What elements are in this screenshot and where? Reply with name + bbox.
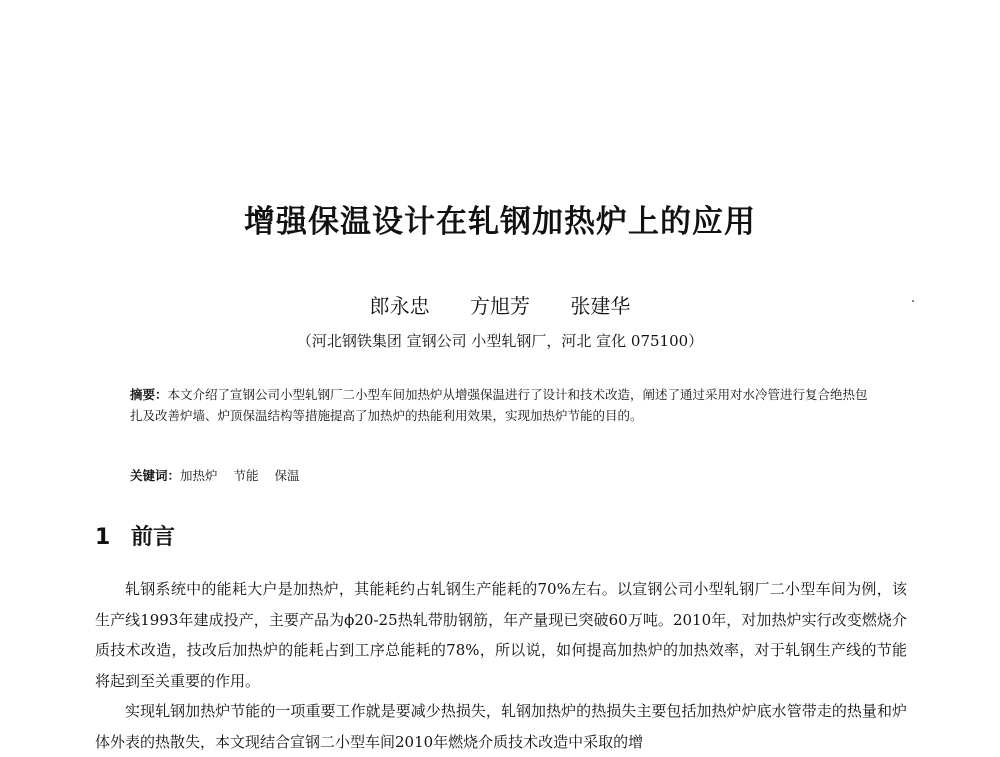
abstract-label: 摘要： <box>130 387 168 402</box>
author-name: 张建华 <box>570 294 631 318</box>
section-body <box>95 574 907 757</box>
author-list <box>0 290 1000 319</box>
author-affiliation: （河北钢铁集团 宣钢公司 小型轧钢厂，河北 宣化 075100） <box>296 332 704 350</box>
paper-title: 增强保温设计在轧钢加热炉上的应用 <box>244 204 756 240</box>
section-title: 前言 <box>131 525 176 550</box>
abstract-text: 本文介绍了宣钢公司小型轧钢厂二小型车间加热炉从增强保温进行了设计和技术改造，阐述了通过采用对水冷管进行复合绝热包扎及改善炉墙、炉顶保温结构等措施提高了加热炉的热能利用效果，实现加热炉节能的目的。 <box>130 387 868 423</box>
body-paragraph: 轧钢系统中的能耗大户是加热炉，其能耗约占轧钢生产能耗的70%左右。以宣钢公司小型轧钢厂二小型车间为例，该生产线1993年建成投产，主要产品为ϕ20-25热轧带肋钢筋，年产量现已突破60万吨。2010年，对加热炉实行改变燃烧介质技术改造，技改后加热炉的能耗占到工序总能耗的78%，所以说，如何提高加热炉的加热效率，对于轧钢生产线的节能将起到至关重要的作用。 <box>95 580 907 690</box>
keywords <box>130 465 870 486</box>
keyword: 加热炉 <box>180 468 218 483</box>
body-paragraph: 实现轧钢加热炉节能的一项重要工作就是要减少热损失，轧钢加热炉的热损失主要包括加热炉炉底水管带走的热量和炉体外表的热散失，本文现结合宣钢二小型车间2010年燃烧介质技术改造中采取的增 <box>95 702 907 751</box>
keyword: 保温 <box>274 468 300 483</box>
keyword: 节能 <box>233 468 259 483</box>
author-name: 郎永忠 <box>369 294 430 318</box>
keywords-label: 关键词： <box>130 468 181 483</box>
section-heading <box>95 520 175 551</box>
scan-speck <box>912 300 914 302</box>
section-number: 1 <box>95 525 111 550</box>
abstract <box>130 384 870 426</box>
author-name: 方旭芳 <box>470 294 530 318</box>
